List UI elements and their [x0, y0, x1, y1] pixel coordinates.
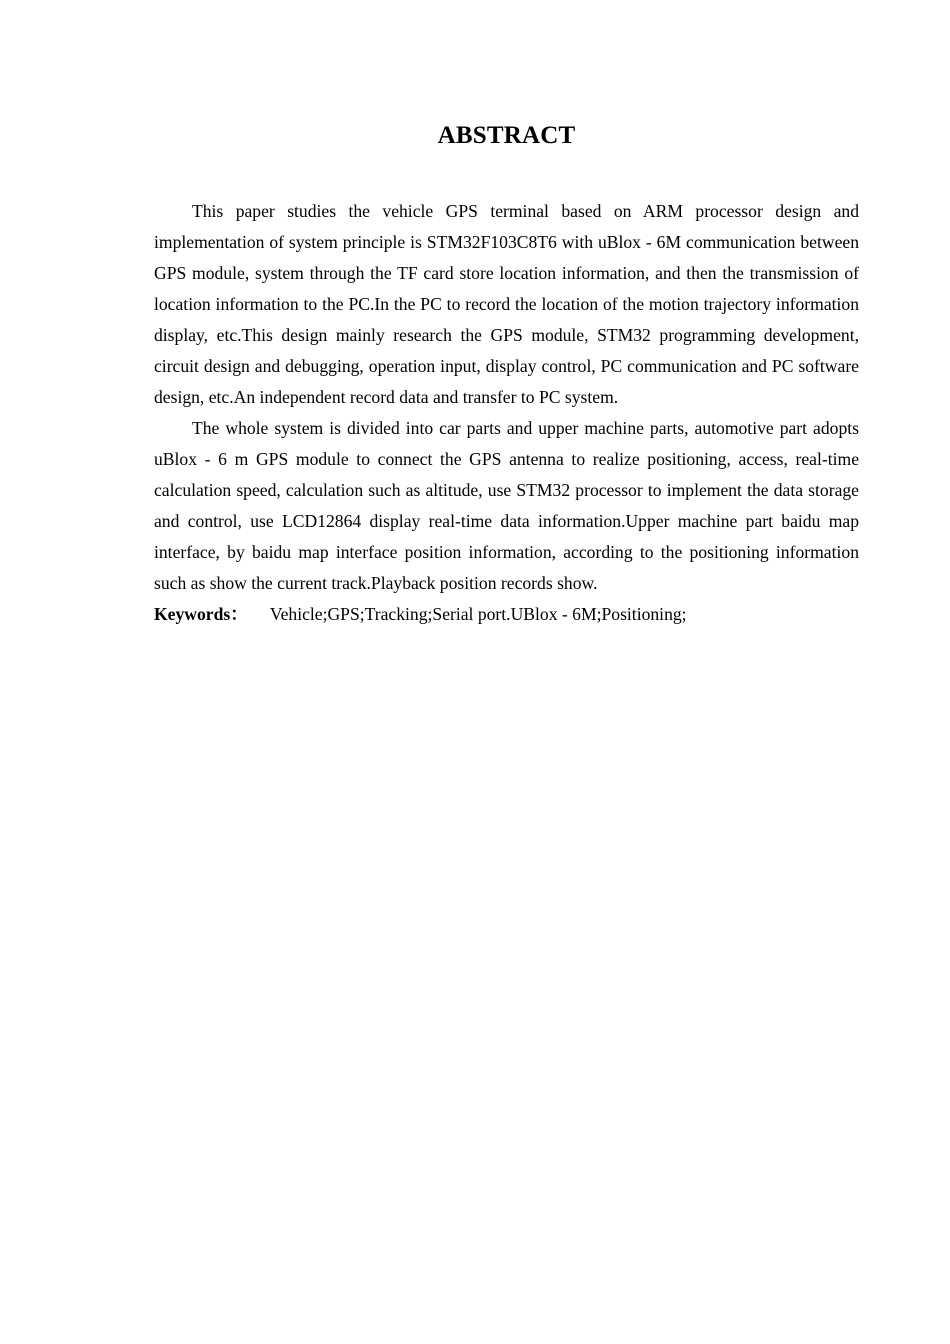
abstract-body — [154, 196, 859, 630]
keywords-label: Keywords： — [154, 604, 248, 624]
abstract-title: ABSTRACT — [437, 122, 576, 149]
keywords-value: Vehicle;GPS;Tracking;Serial port.UBlox - 6M;Positioning; — [269, 604, 687, 624]
keywords-line — [154, 599, 859, 630]
abstract-paragraph-2: The whole system is divided into car parts and upper machine parts, automotive part adopts uBlox - 6 m GPS module to connect the GPS antenna to realize positioning, access, real-time calculation speed, calculation such as altitude, use STM32 processor to implement the data storage and control, use LCD12864 display real-time data information.Upper machine part baidu map interface, by baidu map interface position information, according to the positioning information such as show the current track.Playback position records show. — [154, 418, 859, 593]
abstract-paragraph-1: This paper studies the vehicle GPS terminal based on ARM processor design and implementation of system principle is STM32F103C8T6 with uBlox - 6M communication between GPS module, system through the TF card store location information, and then the transmission of location information to the PC.In the PC to record the location of the motion trajectory information display, etc.This design mainly research the GPS module, STM32 programming development, circuit design and debugging, operation input, display control, PC communication and PC software design, etc.An independent record data and transfer to PC system. — [154, 201, 859, 407]
